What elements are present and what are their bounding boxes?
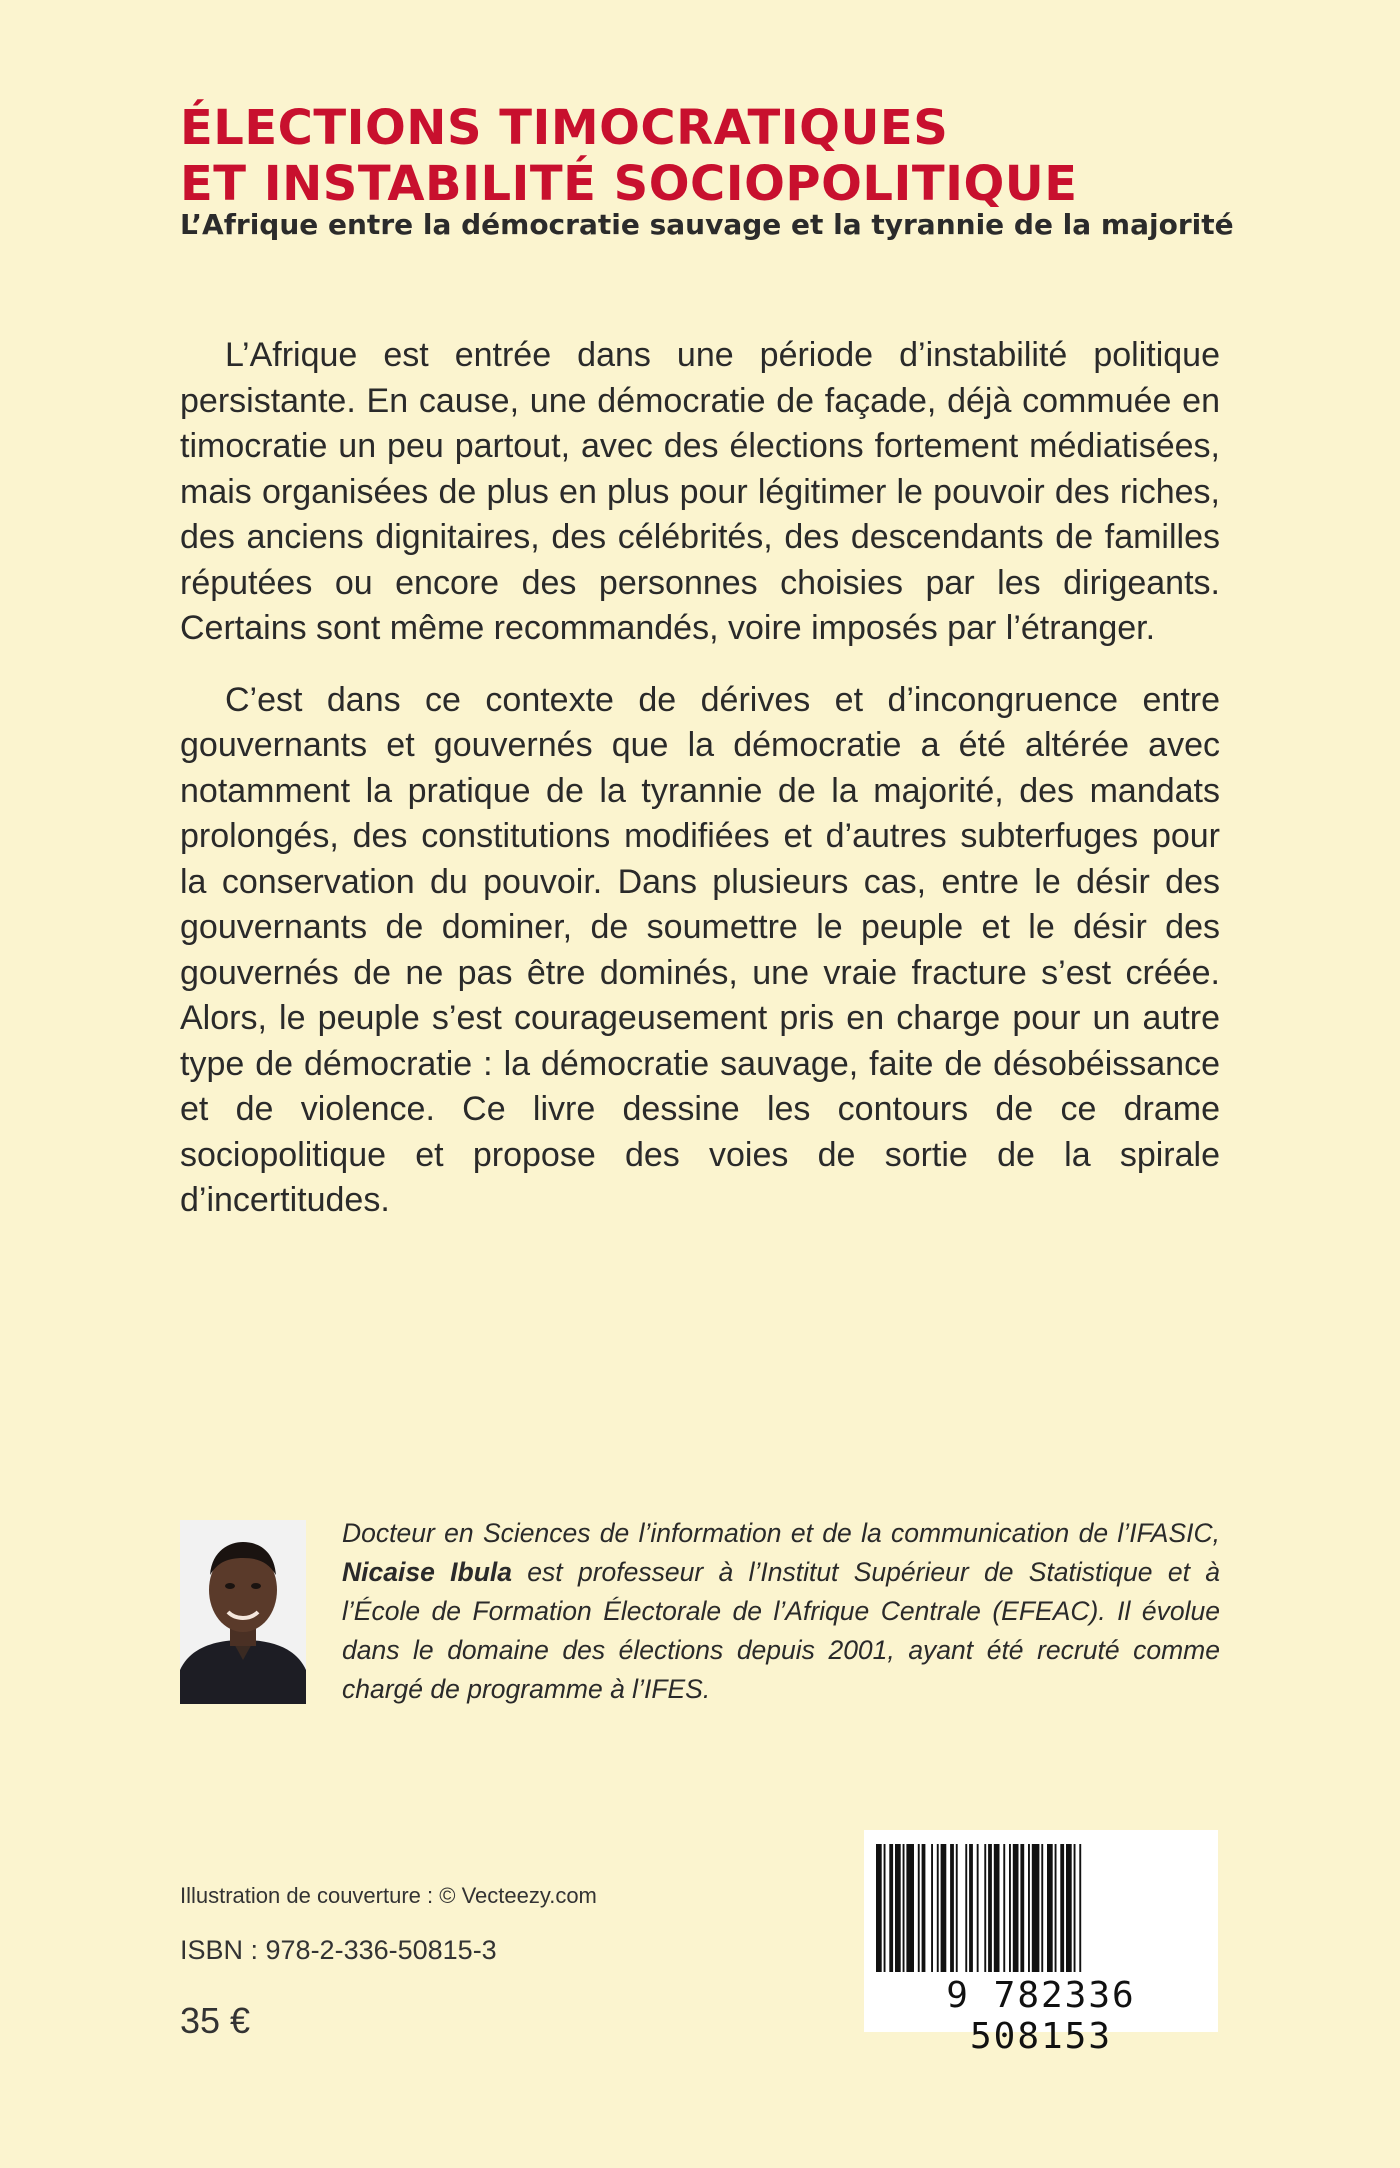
barcode-bar [876,1844,882,1972]
barcode-bar [1074,1844,1076,1972]
author-name: Nicaise Ibula [342,1557,512,1587]
barcode-bar [950,1844,954,1972]
blurb [180,333,1220,1250]
barcode-bar [1041,1844,1043,1972]
barcode-number: 9 782336 508153 [946,1975,1136,2057]
barcode-bar [1079,1844,1081,1972]
barcode-bar [1060,1844,1064,1972]
barcode-bar [889,1844,893,1972]
price: 35 € [180,2000,251,2041]
author-bio [342,1514,1220,1709]
barcode-bar [903,1844,905,1972]
isbn: ISBN : 978-2-336-50815-3 [180,1935,497,1965]
barcode-bar [1066,1844,1072,1972]
barcode-bar [1003,1844,1005,1972]
barcode-bars-icon [876,1844,1206,1972]
barcode-bar [941,1844,947,1972]
barcode-bar [895,1844,901,1972]
author-bio-rest: est professeur à l’Institut Supérieur de Statistique et à l’École de Formation Électorale de l’Afrique Centrale (EFEAC). Il évolue dans le domaine des élections depuis 2001, ayant été recruté comme chargé de programme à l’IFES. [342,1557,1220,1704]
barcode-bar [1013,1844,1019,1972]
barcode-bar [918,1844,920,1972]
barcode-bar [1055,1844,1057,1972]
blurb-paragraph-2: C’est dans ce contexte de dérives et d’incongruence entre gouvernants et gouvernés que la démocratie a été altérée avec notamment la pratique de la tyrannie de la majorité, des mandats prolongés, des constitutions modifiées et d’autres subterfuges pour la conservation du pouvoir. Dans plusieurs cas, entre le désir des gouvernants de dominer, de soumettre le peuple et le désir des gouvernés de ne pas être dominés, une vraie fracture s’est créée. Alors, le peuple s’est courageusement pris en charge pour un autre type de démocratie : la démocratie sauvage, faite de désobéissance et de violence. Ce livre dessine les contours de ce drame sociopolitique et propose des voies de sortie de la spirale d’incertitudes. [180,680,1220,1219]
illustration-credit: Illustration de couverture : © Vecteezy.com [180,1883,597,1908]
barcode-bar [931,1844,933,1972]
barcode-bar [1028,1844,1030,1972]
barcode-bar [1047,1844,1053,1972]
barcode-bar [984,1844,986,1972]
barcode-bar [937,1844,939,1972]
blurb-paragraph-1: L’Afrique est entrée dans une période d’instabilité politique persistante. En cause, une démocratie de façade, déjà commuée en timocratie un peu partout, avec des élections fortement médiatisées, mais organisées de plus en plus pour légitimer le pouvoir des riches, des anciens dignitaires, des célébrités, des descendants de familles réputées ou encore des personnes choisies par les dirigeants. Certains sont même recommandés, voire imposés par l’étranger. [180,336,1220,647]
barcode-bar [994,1844,1000,1972]
book-title-line-1: ÉLECTIONS TIMOCRATIQUES [180,100,949,156]
barcode-bar [1020,1844,1024,1972]
barcode-bar [906,1844,914,1972]
author-portrait-icon [180,1520,306,1704]
author-bio-intro: Docteur en Sciences de l’information et de la communication de l’IFASIC, [342,1518,1220,1548]
barcode [864,1830,1218,2057]
book-subtitle: L’Afrique entre la démocratie sauvage et la tyrannie de la majorité [180,208,1234,241]
barcode-bar [884,1844,886,1972]
barcode-bar [1009,1844,1011,1972]
barcode-bar [956,1844,958,1972]
author-photo [180,1520,306,1704]
book-title-line-2: ET INSTABILITÉ SOCIOPOLITIQUE [180,156,1078,212]
barcode-bar [969,1844,973,1972]
barcode-bar [965,1844,967,1972]
barcode-bar [988,1844,992,1972]
barcode-bar [977,1844,979,1972]
barcode-bar [922,1844,926,1972]
barcode-bar [1032,1844,1040,1972]
book-title [180,100,1078,212]
